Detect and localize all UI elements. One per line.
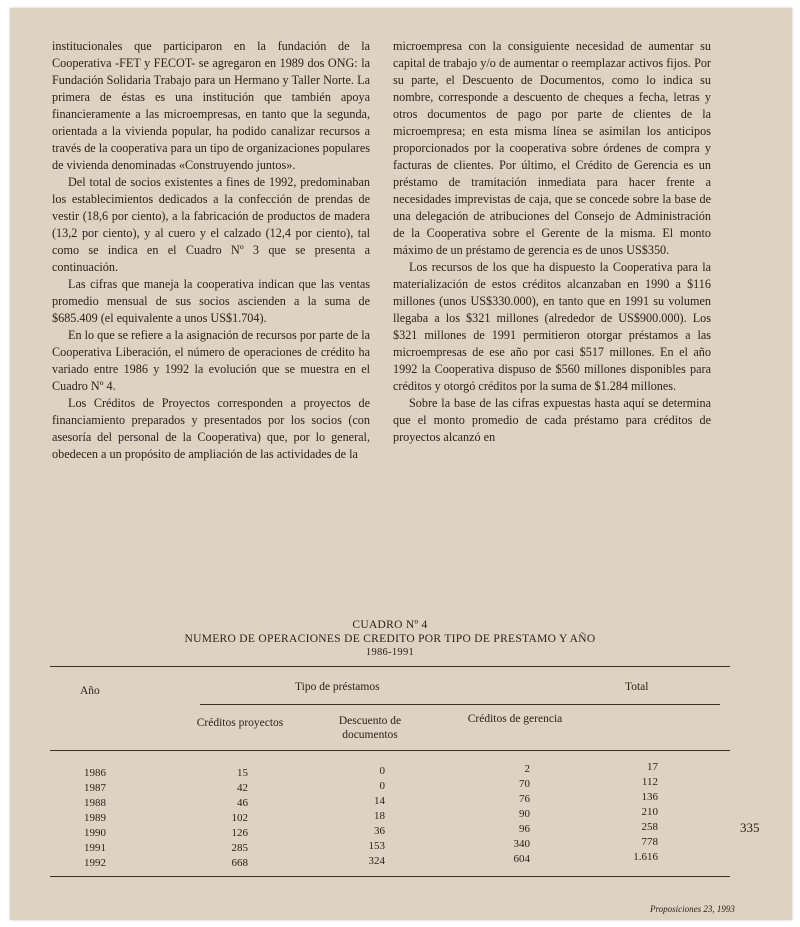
cell-descuento: 36 xyxy=(374,825,385,837)
table-title: NUMERO DE OPERACIONES DE CREDITO POR TIPO DE PRESTAMO Y AÑO xyxy=(184,633,596,645)
paragraph: Del total de socios existentes a fines de 1992, predominaban los establecimientos dedicados a la confección de prendas de vestir (18,6 por ciento), a la fabricación de productos de madera (13,2 por ciento), y al cuero y el calzado (12,4 por ciento), tal como se indica en el Cuadro Nº 3 que se presenta a continuación. xyxy=(52,175,370,274)
cell-proyectos: 46 xyxy=(237,797,248,809)
header-gerencia: Créditos de gerencia xyxy=(467,713,563,725)
cell-descuento: 0 xyxy=(379,780,385,792)
cell-gerencia: 96 xyxy=(519,823,530,835)
cell-descuento: 14 xyxy=(374,795,385,807)
header-descuento: Descuento de documentos xyxy=(338,715,402,741)
cell-proyectos: 102 xyxy=(231,812,248,824)
paragraph: Los recursos de los que ha dispuesto la Cooperativa para la materialización de estos créditos alcanzaban en 1990 a $116 millones (unos US$330.000), en tanto que en 1991 su volumen llegaba a los $321 millones (alrededor de US$900.000). Los $321 millones de 1991 permitieron otorgar préstamos a las microempresas de ese año por casi $517 millones. En el año 1992 la Cooperativa dispuso de $560 millones disponibles para créditos y otorgó créditos por la suma de $1.284 millones. xyxy=(393,260,711,393)
cell-year: 1989 xyxy=(84,812,106,824)
table-rule xyxy=(50,750,730,751)
cell-total: 258 xyxy=(641,821,658,833)
cell-proyectos: 15 xyxy=(237,767,248,779)
credit-operations-table xyxy=(50,618,730,869)
cell-total: 112 xyxy=(641,776,658,788)
paragraph: En lo que se refiere a la asignación de recursos por parte de la Cooperativa Liberación, el número de operaciones de crédito ha variado entre 1986 y 1992 la evolución que se muestra en el Cuadro Nº 4. xyxy=(52,328,370,393)
cell-proyectos: 285 xyxy=(231,842,248,854)
cell-year: 1986 xyxy=(84,767,106,779)
cell-year: 1988 xyxy=(84,797,106,809)
right-text-column xyxy=(393,38,711,446)
cell-proyectos: 668 xyxy=(231,857,248,869)
cell-gerencia: 70 xyxy=(519,778,530,790)
table-rule xyxy=(50,876,730,877)
paragraph: institucionales que participaron en la fundación de la Cooperativa -FET y FECOT- se agregaron en 1989 dos ONG: la Fundación Solidaria Trabajo para un Hermano y Taller Norte. La primera de éstas es una institución que también apoya financieramente a las microempresas, en tanto que la segunda, orientada a la vivienda popular, ha podido canalizar recursos a través de la cooperativa para un tipo de organizaciones populares de vivienda denominadas «Construyendo juntos». xyxy=(52,39,370,172)
cell-gerencia: 604 xyxy=(513,853,530,865)
cell-year: 1991 xyxy=(84,842,106,854)
cell-total: 136 xyxy=(641,791,658,803)
paragraph: Los Créditos de Proyectos corresponden a proyectos de financiamiento preparados y presentados por los socios (con asesoría del personal de la Cooperativa) que, por lo general, obedecen a un propósito de ampliación de las actividades de la xyxy=(52,396,370,461)
table-caption: CUADRO Nº 4 xyxy=(352,619,428,631)
cell-descuento: 0 xyxy=(379,765,385,777)
cell-total: 210 xyxy=(641,806,658,818)
table-rule xyxy=(50,666,730,667)
cell-descuento: 18 xyxy=(374,810,385,822)
cell-total: 17 xyxy=(647,761,658,773)
cell-total: 778 xyxy=(641,836,658,848)
header-loan-types: Tipo de préstamos xyxy=(295,681,380,693)
cell-proyectos: 126 xyxy=(231,827,248,839)
header-total: Total xyxy=(625,681,649,693)
page-number: 335 xyxy=(740,820,760,835)
header-year: Año xyxy=(80,685,100,697)
cell-descuento: 153 xyxy=(368,840,385,852)
cell-gerencia: 2 xyxy=(524,763,530,775)
cell-gerencia: 76 xyxy=(519,793,530,805)
cell-gerencia: 90 xyxy=(519,808,530,820)
paragraph: Las cifras que maneja la cooperativa indican que las ventas promedio mensual de sus socios ascienden a la suma de $685.409 (el equivalente a unos US$1.704). xyxy=(52,277,370,325)
cell-proyectos: 42 xyxy=(237,782,248,794)
cell-total: 1.616 xyxy=(633,851,658,863)
cell-gerencia: 340 xyxy=(513,838,530,850)
header-proyectos: Créditos proyectos xyxy=(196,717,284,729)
table-rule xyxy=(200,704,720,705)
table-period: 1986-1991 xyxy=(365,647,415,658)
paragraph: microempresa con la consiguiente necesidad de aumentar su capital de trabajo y/o de aumentar o reemplazar activos fijos. Por su parte, el Descuento de Documentos, como lo indica su nombre, corresponde a descuento de cheques a fecha, letras y otros documentos de pago por parte de clientes de la microempresa; en esta misma línea se asimilan los anticipos proporcionados por la cooperativa sobre órdenes de compra y facturas de clientes. Por último, el Crédito de Gerencia es un préstamo de tramitación inmediata para hacer frente a necesidades imprevistas de caja, que se concede sobre la base de una delegación de atribuciones del Consejo de Administración de la Cooperativa sobre el Gerente de la misma. El monto máximo de un préstamo de gerencia es de unos US$350. xyxy=(393,39,711,257)
paragraph: Sobre la base de las cifras expuestas hasta aquí se determina que el monto promedio de cada préstamo para créditos de proyectos alcanzó en xyxy=(393,396,711,444)
cell-year: 1987 xyxy=(84,782,106,794)
document-page xyxy=(10,8,792,920)
left-text-column xyxy=(52,38,370,463)
cell-descuento: 324 xyxy=(368,855,385,867)
cell-year: 1990 xyxy=(84,827,106,839)
cell-year: 1992 xyxy=(84,857,106,869)
running-footer: Proposiciones 23, 1993 xyxy=(650,904,735,914)
